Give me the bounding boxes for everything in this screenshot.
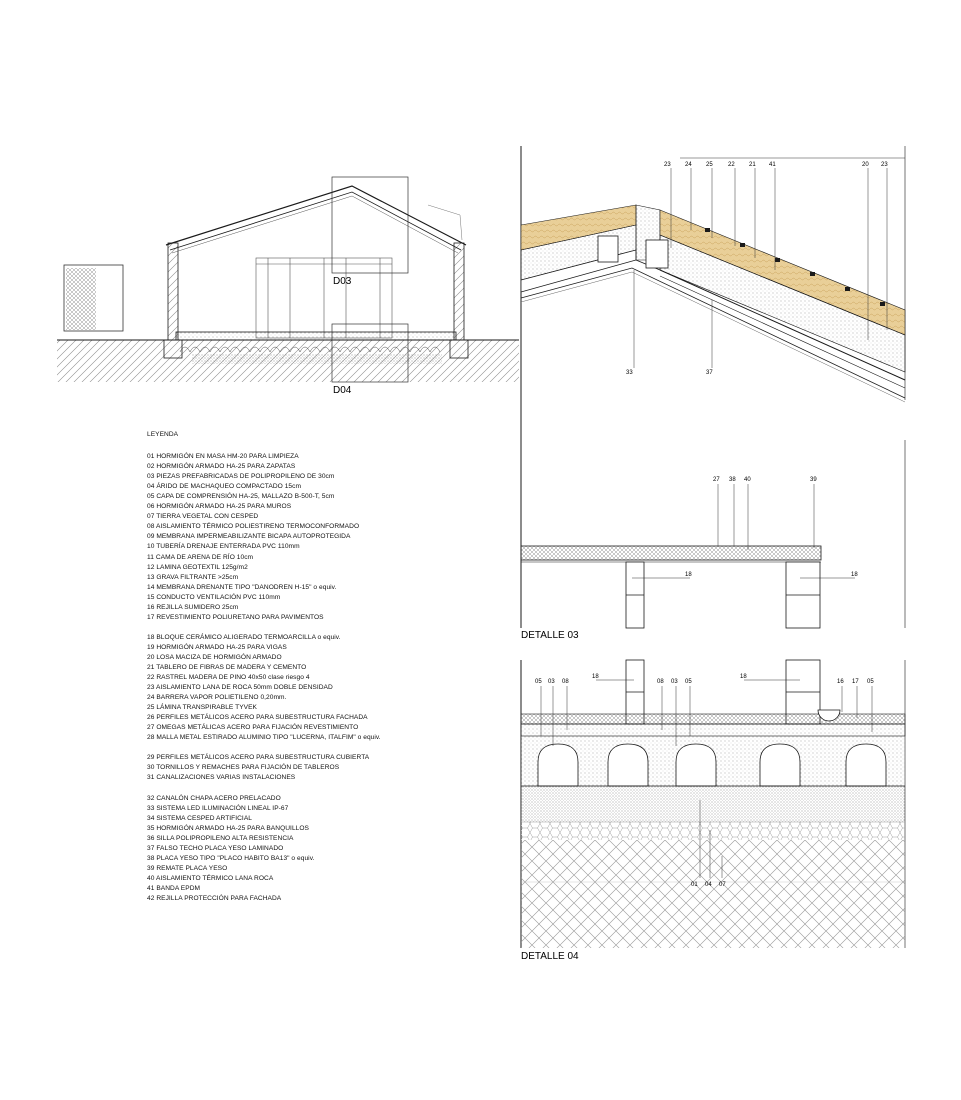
detail-04-title: DETALLE 04: [521, 951, 579, 962]
tag: 25: [706, 162, 713, 168]
polypropylene-domes: [521, 736, 905, 786]
roof-inner: [170, 192, 461, 250]
detail-03-title: DETALLE 03: [521, 630, 579, 641]
legend-item: 37 FALSO TECHO PLACA YESO LAMINADO: [147, 844, 284, 852]
tag: 16: [837, 679, 844, 685]
legend-item: 14 MEMBRANA DRENANTE TIPO "DANODREN H-15" o equiv.: [147, 583, 337, 591]
roof-build-up: [521, 205, 905, 402]
legend-gap: [147, 784, 477, 794]
legend-item: 36 SILLA POLIPROPILENO ALTA RESISTENCIA: [147, 834, 294, 842]
legend: [147, 430, 477, 904]
tag: 38: [729, 477, 736, 483]
tag: 20: [862, 162, 869, 168]
detail-03-blocks: [626, 562, 820, 628]
legend-item: 28 MALLA METAL ESTIRADO ALUMINIO TIPO "LUCERNA, ITALFIM" o equiv.: [147, 734, 381, 742]
tag: 18: [685, 572, 692, 578]
legend-item: 26 PERFILES METÁLICOS ACERO PARA SUBESTRUCTURA FACHADA: [147, 714, 368, 722]
tag: 18: [851, 572, 858, 578]
legend-item: 17 REVESTIMIENTO POLIURETANO PARA PAVIMENTOS: [147, 613, 324, 621]
callout-d04-label: D04: [333, 385, 352, 396]
legend-list: [147, 452, 477, 904]
legend-item: 03 PIEZAS PREFABRICADAS DE POLIPROPILENO DE 30cm: [147, 473, 335, 481]
tag: 04: [705, 882, 712, 888]
legend-item: 02 HORMIGÓN ARMADO HA-25 PARA ZAPATAS: [147, 463, 296, 471]
legend-item: 10 TUBERÍA DRENAJE ENTERRADA PVC 110mm: [147, 543, 300, 551]
tag: 07: [719, 882, 726, 888]
legend-item: 35 HORMIGÓN ARMADO HA-25 PARA BANQUILLOS: [147, 824, 309, 832]
detail-03: [521, 146, 905, 641]
legend-item: 27 OMEGAS METÁLICAS ACERO PARA FIJACIÓN REVESTIMIENTO: [147, 724, 359, 732]
ceiling-board: [521, 546, 821, 560]
legend-item: 13 GRAVA FILTRANTE >25cm: [147, 573, 239, 581]
left-wall: [168, 243, 178, 340]
tag: 24: [685, 162, 692, 168]
legend-item: 07 TIERRA VEGETAL CON CESPED: [147, 513, 259, 521]
legend-item: 31 CANALIZACIONES VARIAS INSTALACIONES: [147, 774, 296, 782]
legend-item: 15 CONDUCTO VENTILACIÓN PVC 110mm: [147, 593, 281, 601]
tag: 08: [657, 679, 664, 685]
legend-item: 23 AISLAMIENTO LANA DE ROCA 50mm DOBLE DENSIDAD: [147, 684, 333, 692]
tag: 05: [685, 679, 692, 685]
detail-03-ceiling-tags: [713, 477, 817, 483]
neighbour-facade: [66, 268, 96, 330]
legend-item: 41 BANDA EPDM: [147, 884, 201, 892]
gravel-layer-04: [521, 822, 905, 840]
legend-item: 20 LOSA MACIZA DE HORMIGÓN ARMADO: [147, 653, 282, 661]
legend-gap: [147, 743, 477, 753]
legend-item: 18 BLOQUE CERÁMICO ALIGERADO TERMOARCILLA o equiv.: [147, 633, 341, 641]
tag: 37: [706, 370, 713, 376]
legend-item: 42 REJILLA PROTECCIÓN PARA FACHADA: [147, 894, 282, 902]
legend-item: 04 ÁRIDO DE MACHAQUEO COMPACTADO 15cm: [147, 483, 302, 491]
legend-item: 11 CAMA DE ARENA DE RÍO 10cm: [147, 553, 254, 561]
roof-outer: [166, 186, 466, 245]
tag: 08: [562, 679, 569, 685]
legend-item: 39 REMATE PLACA YESO: [147, 864, 228, 872]
legend-item: 29 PERFILES METÁLICOS ACERO PARA SUBESTRUCTURA CUBIERTA: [147, 754, 370, 762]
tag: 33: [626, 370, 633, 376]
tag: 39: [810, 477, 817, 483]
tag: 05: [535, 679, 542, 685]
floor-finish: [521, 714, 905, 724]
tag: 22: [728, 162, 735, 168]
legend-title: LEYENDA: [147, 431, 179, 438]
legend-item: 30 TORNILLOS Y REMACHES PARA FIJACIÓN DE TABLEROS: [147, 764, 340, 772]
aggregate-layer: [521, 786, 905, 822]
right-wall: [454, 243, 464, 340]
building-section: [57, 177, 519, 396]
tag: 40: [744, 477, 751, 483]
legend-item: 22 RASTREL MADERA DE PINO 40x50 clase riesgo 4: [147, 674, 310, 682]
floor-slab: [176, 332, 456, 340]
tag: 23: [664, 162, 671, 168]
legend-item: 40 AISLAMIENTO TÉRMICO LANA ROCA: [147, 874, 274, 882]
tag: 41: [769, 162, 776, 168]
interior-units: [256, 258, 392, 338]
legend-item: 21 TABLERO DE FIBRAS DE MADERA Y CEMENTO: [147, 663, 307, 671]
tag: 03: [671, 679, 678, 685]
legend-item: 32 CANALÓN CHAPA ACERO PRELACADO: [147, 794, 281, 802]
legend-item: 25 LÁMINA TRANSPIRABLE TYVEK: [147, 704, 257, 712]
legend-item: 24 BARRERA VAPOR POLIETILENO 0,20mm.: [147, 694, 287, 702]
gravel-layer: [192, 354, 442, 364]
legend-item: 16 REJILLA SUMIDERO 25cm: [147, 603, 239, 611]
callout-d03-frame: [332, 177, 408, 273]
tag: 03: [548, 679, 555, 685]
legend-gap: [147, 623, 477, 633]
legend-item: 08 AISLAMIENTO TÉRMICO POLIESTIRENO TERMOCONFORMADO: [147, 523, 360, 531]
legend-item: 05 CAPA DE COMPRENSIÓN HA-25, MALLAZO B-500-T, 5cm: [147, 493, 335, 501]
detail-04: [521, 660, 905, 962]
tag: 23: [881, 162, 888, 168]
tag: 17: [852, 679, 859, 685]
tag: 18: [592, 674, 599, 680]
legend-item: 19 HORMIGÓN ARMADO HA-25 PARA VIGAS: [147, 643, 287, 651]
tag: 27: [713, 477, 720, 483]
tag: 05: [867, 679, 874, 685]
legend-item: 01 HORMIGÓN EN MASA HM-20 PARA LIMPIEZA: [147, 453, 299, 461]
legend-item: 38 PLACA YESO TIPO "PLACO HABITO BA13" o equiv.: [147, 854, 315, 862]
legend-item: 33 SISTEMA LED ILUMINACIÓN LINEAL IP-67: [147, 804, 289, 812]
soil-layer: [521, 840, 905, 948]
legend-item: 09 MEMBRANA IMPERMEABILIZANTE BICAPA AUTOPROTEGIDA: [147, 533, 351, 541]
tag: 18: [740, 674, 747, 680]
legend-item: 06 HORMIGÓN ARMADO HA-25 PARA MUROS: [147, 503, 292, 511]
legend-item: 12 LAMINA GEOTEXTIL 125g/m2: [147, 563, 248, 571]
compression-layer: [521, 724, 905, 736]
callout-d03-label: D03: [333, 276, 352, 287]
tag: 01: [691, 882, 698, 888]
tag: 21: [749, 162, 756, 168]
legend-item: 34 SISTEMA CESPED ARTIFICIAL: [147, 814, 252, 822]
